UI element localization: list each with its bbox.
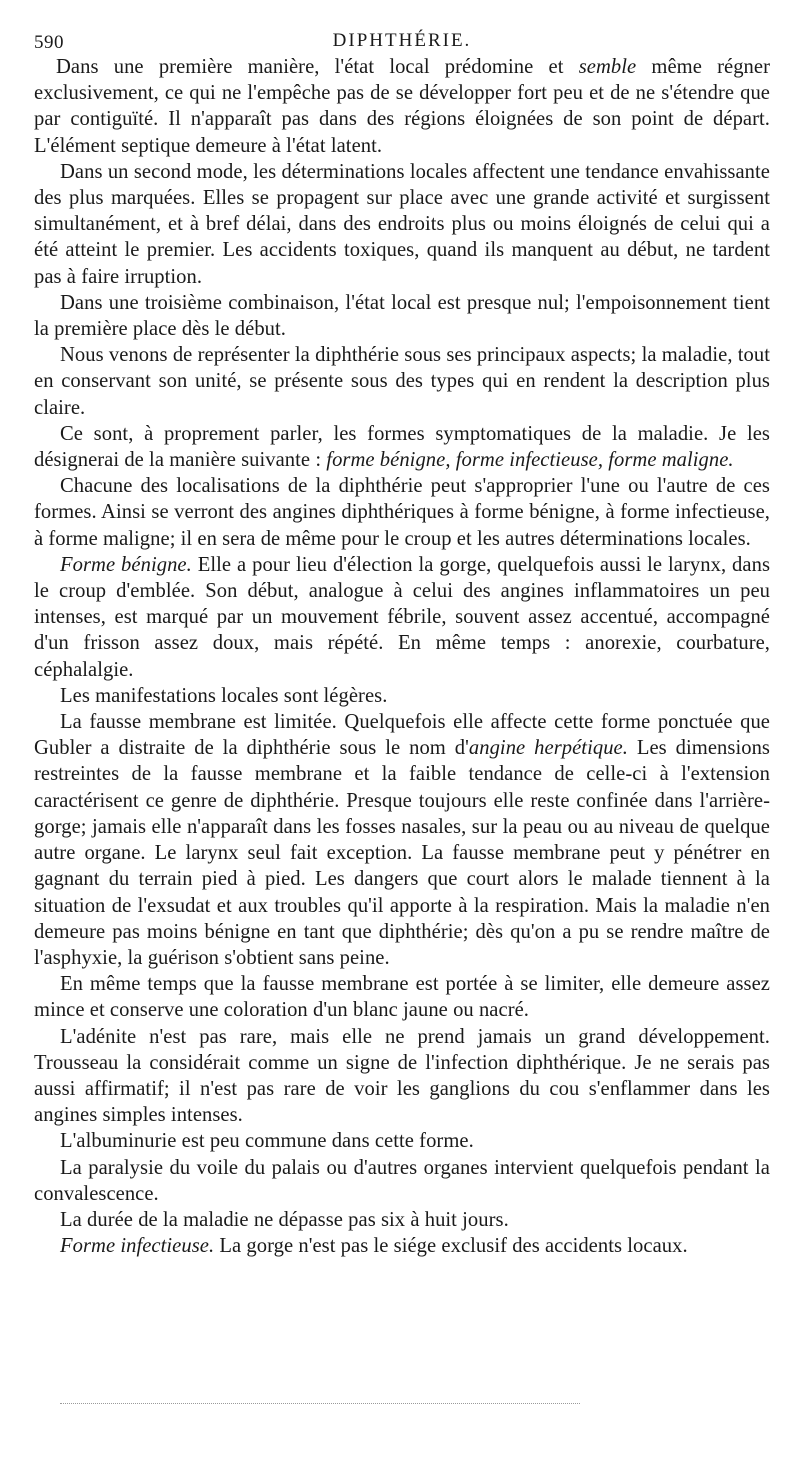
section-heading-forme-infectieuse: Forme infectieuse. (60, 1235, 215, 1258)
paragraph: Ce sont, à proprement parler, les formes symptomatiques de la maladie. Je les désignerai de la manière suivante : forme bénigne, forme infectieuse, forme maligne. (34, 422, 770, 472)
book-page (34, 24, 770, 1429)
running-head (34, 24, 770, 54)
paragraph: En même temps que la fausse membrane est portée à se limiter, elle demeure assez mince et conserve une coloration d'un blanc jaune ou nacré. (34, 973, 770, 1022)
body-text (34, 54, 770, 1259)
paragraph: Dans une première manière, l'état local prédomine et semble même régner exclusivement, ce qui ne l'empêche pas de se développer fort peu et de ne s'étendre que par contiguïté. Il n'apparaît pas dans des régions éloignées de son point de départ. L'élément septique demeure à l'état latent. (34, 56, 771, 157)
paragraph: Dans une troisième combinaison, l'état local est presque nul; l'empoisonnement tient la première place dès le début. (34, 291, 770, 341)
paragraph: La durée de la maladie ne dépasse pas six à huit jours. (60, 1208, 509, 1231)
paragraph: Nous venons de représenter la diphthérie sous ses principaux aspects; la maladie, tout en conservant son unité, se présente sous des types qui en rendent la description plus claire. (34, 344, 770, 419)
paragraph: L'albuminurie est peu commune dans cette forme. (60, 1130, 474, 1153)
paragraph-forme-infectieuse: Forme infectieuse. La gorge n'est pas le siége exclusif des accidents locaux. (60, 1235, 688, 1258)
paragraph: Chacune des localisations de la diphthérie peut s'approprier l'une ou l'autre de ces formes. Ainsi se verront des angines diphthériques à forme bénigne, à forme infectieuse, à forme maligne; il en sera de même pour le croup et les autres déterminations locales. (34, 475, 770, 550)
paragraph-forme-benigne: Forme bénigne. Elle a pour lieu d'élection la gorge, quelquefois aussi le larynx, dans le croup d'emblée. Son début, analogue à celui des angines inflammatoires un peu intenses, est marqué par un mouvement fébrile, souvent assez accentué, accompagné d'un frisson assez doux, mais répété. En même temps : anorexie, courbature, céphalalgie. (34, 553, 771, 681)
paragraph: Les manifestations locales sont légères. (60, 684, 388, 707)
paragraph: L'adénite n'est pas rare, mais elle ne prend jamais un grand développement. Trousseau la considérait comme un signe de l'infection diphthérique. Je ne serais pas aussi affirmatif; il n'est pas rare de voir les ganglions du cou s'enflammer dans les angines simples intenses. (34, 1025, 770, 1127)
paragraph: Dans un second mode, les déterminations locales affectent une tendance envahissante des plus marquées. Elles se propagent sur place avec une grande activité et surgissent simultanément, et à bref délai, dans des endroits plus ou moins éloignés de celui qui a été atteint le premier. Les accidents toxiques, quand ils manquent au début, ne tardent pas à faire irruption. (34, 160, 770, 288)
running-title: DIPHTHÉRIE. (332, 30, 472, 51)
page-number: 590 (34, 32, 64, 53)
footer-rule (60, 1403, 580, 1404)
paragraph: La paralysie du voile du palais ou d'autres organes intervient quelquefois pendant la convalescence. (34, 1156, 770, 1205)
paragraph: La fausse membrane est limitée. Quelquefois elle affecte cette forme ponctuée que Gubler a distraite de la diphthérie sous le nom d'angine herpétique. Les dimensions restreintes de la fausse membrane et la faible tendance de celle-ci à l'extension caractérisent ce genre de diphthérie. Presque toujours elle reste confinée dans l'arrière-gorge; jamais elle n'apparaît dans les fosses nasales, sur la peau ou au niveau de quelque autre organe. Le larynx seul fait exception. La fausse membrane peut y pénétrer en gagnant du terrain pied à pied. Les dangers que court alors le malade tiennent à la situation de l'exsudat et aux troubles qu'il apporte à la respiration. Mais la maladie n'en demeure pas moins bénigne en tant que diphthérie; dès qu'on a pu se rendre maître de l'asphyxie, la guérison s'obtient sans peine. (34, 711, 770, 969)
section-heading-forme-benigne: Forme bénigne. (60, 553, 192, 576)
